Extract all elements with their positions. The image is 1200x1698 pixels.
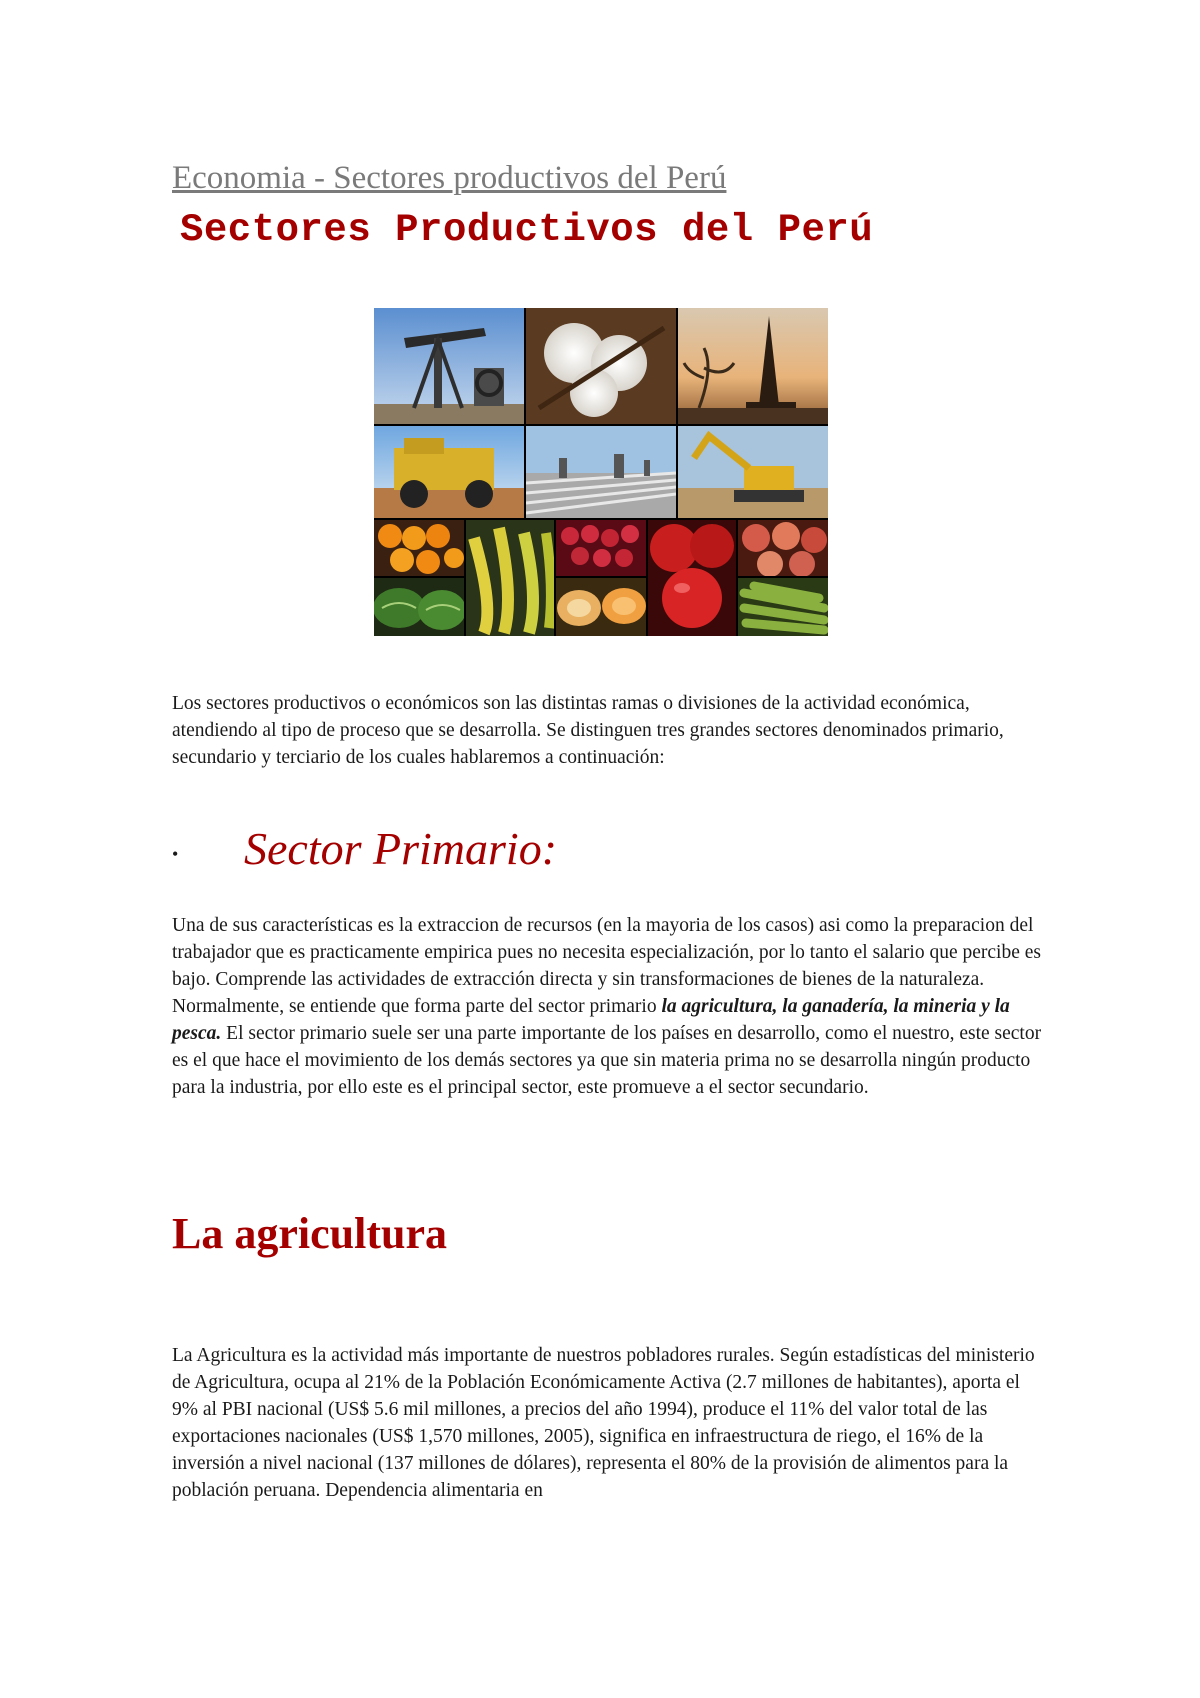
collage-svg: [374, 308, 828, 636]
tile-bananas: [466, 520, 554, 636]
tile-raspberries: [556, 520, 646, 576]
tile-oranges: [374, 520, 464, 576]
tile-peaches: [738, 520, 828, 577]
tile-okra: [738, 578, 828, 636]
agricultura-heading: La agricultura: [172, 1209, 447, 1258]
primario-text-a: Una de sus características es la extraccion de recursos (en la mayoria de los casos) asi como la preparacion del trabajador que es practicamente empirica pues no necesita especialización, por lo tanto el salario que percibe es bajo. Comprende las actividades de extracción directa y sin transformaciones de bienes de la naturaleza. Normalmente, se entiende que forma parte del sector primario: [172, 915, 1041, 1017]
tile-melons: [556, 578, 646, 636]
tile-drilling-rig: [678, 308, 828, 424]
primario-emphasis: la agricultura, la ganadería, la mineria y la pesca.: [172, 996, 1010, 1044]
sector-primario-bullet-item: [172, 822, 972, 882]
tile-cotton: [526, 308, 676, 424]
sector-primario-paragraph: [172, 912, 1042, 1101]
bullet-icon: •: [172, 844, 179, 864]
primario-text-b: El sector primario suele ser una parte importante de los países en desarrollo, como el nuestro, este sector es el que hace el movimiento de los demás sectores ya que sin materia prima no se desarrolla ningún producto para la industria, por ello este es el principal sector, este promueve a el sector secundario.: [172, 1023, 1042, 1098]
agricultura-paragraph: La Agricultura es la actividad más importante de nuestros pobladores rurales. Según estadísticas del ministerio de Agricultura, ocupa al 21% de la Población Económicamente Activa (2.7 millones de habitantes), aporta el 9% al PBI nacional (US$ 5.6 mil millones, a precios del año 1994), produce el 11% del valor total de las exportaciones nacionales (US$ 1,570 millones, 2005), significa en infraestructura de riego, el 16% de la inversión a nivel nacional (137 millones de dólares), representa el 80% de la provisión de alimentos para la población peruana. Dependencia alimentaria en: [172, 1345, 1035, 1501]
tile-apples: [648, 520, 736, 636]
tile-excavator: [678, 426, 828, 518]
sectors-collage-image: [374, 308, 828, 636]
tile-watermelons: [374, 578, 466, 636]
tile-mining-truck: [374, 426, 524, 518]
intro-paragraph: Los sectores productivos o económicos son las distintas ramas o divisiones de la actividad económica, atendiendo al tipo de proceso que se desarrolla. Se distinguen tres grandes sectores denominados primario, secundario y terciario de los cuales hablaremos a continuación:: [172, 693, 1004, 768]
sector-primario-heading: Sector Primario:: [244, 823, 558, 874]
tile-oil-pumpjack: [374, 308, 524, 424]
main-title: Sectores Productivos del Perú: [180, 208, 874, 252]
tile-pipeline-plant: [526, 426, 676, 518]
document-link-title[interactable]: Economia - Sectores productivos del Perú: [172, 160, 727, 196]
